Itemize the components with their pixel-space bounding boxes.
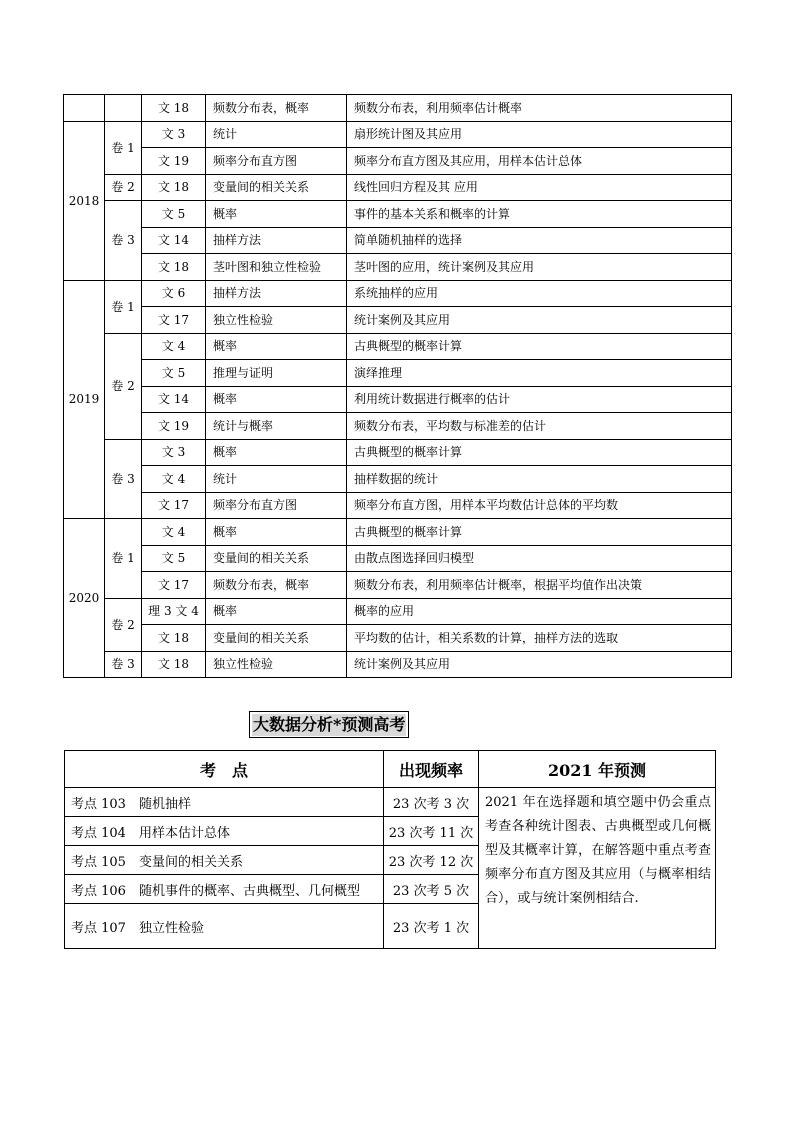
topic-cell: 概率 — [206, 201, 347, 228]
table-row — [64, 174, 732, 201]
question-cell: 文 5 — [142, 201, 206, 228]
table-row — [64, 307, 732, 334]
table-row — [64, 360, 732, 387]
topic-cell: 概率 — [206, 386, 347, 413]
topic-cell: 频率分布直方图 — [206, 492, 347, 519]
question-cell: 文 18 — [142, 254, 206, 281]
content-cell: 简单随机抽样的选择 — [347, 227, 732, 254]
table-row — [64, 413, 732, 440]
content-cell: 频数分布表，利用频率估计概率，根据平均值作出决策 — [347, 572, 732, 599]
table-row — [64, 95, 732, 122]
topic-cell: 统计 — [206, 466, 347, 493]
table-row — [64, 201, 732, 228]
question-cell: 文 18 — [142, 174, 206, 201]
table-row — [64, 254, 732, 281]
question-cell: 文 3 — [142, 439, 206, 466]
topic-cell: 变量间的相关关系 — [206, 625, 347, 652]
volume-cell: 卷 1 — [105, 519, 142, 599]
content-cell: 古典概型的概率计算 — [347, 519, 732, 546]
topic-cell: 概率 — [206, 519, 347, 546]
question-cell: 文 17 — [142, 492, 206, 519]
volume-cell: 卷 2 — [105, 333, 142, 439]
question-cell: 文 17 — [142, 572, 206, 599]
content-cell: 统计案例及其应用 — [347, 651, 732, 678]
point-cell: 考点 107 独立性检验 — [65, 904, 384, 949]
table-row — [64, 386, 732, 413]
table-row — [64, 545, 732, 572]
header-forecast: 2021 年预测 — [479, 751, 716, 788]
topic-cell: 独立性检验 — [206, 651, 347, 678]
content-cell: 统计案例及其应用 — [347, 307, 732, 334]
question-cell: 文 19 — [142, 148, 206, 175]
question-cell: 文 4 — [142, 333, 206, 360]
table-row — [64, 439, 732, 466]
table-row — [64, 625, 732, 652]
content-cell: 系统抽样的应用 — [347, 280, 732, 307]
table-row — [64, 121, 732, 148]
content-cell: 频数分布表，平均数与标准差的估计 — [347, 413, 732, 440]
question-cell: 理 3 文 4 — [142, 598, 206, 625]
content-cell: 频率分布直方图，用样本平均数估计总体的平均数 — [347, 492, 732, 519]
topic-cell: 茎叶图和独立性检验 — [206, 254, 347, 281]
volume-cell: 卷 3 — [105, 201, 142, 281]
question-cell: 文 5 — [142, 360, 206, 387]
topic-cell: 概率 — [206, 598, 347, 625]
frequency-cell: 23 次考 3 次 — [384, 788, 479, 817]
content-cell: 茎叶图的应用，统计案例及其应用 — [347, 254, 732, 281]
prediction-table — [64, 750, 716, 949]
section-banner — [249, 711, 409, 738]
topic-cell: 抽样方法 — [206, 227, 347, 254]
topic-cell: 独立性检验 — [206, 307, 347, 334]
volume-cell: 卷 1 — [105, 121, 142, 174]
content-cell: 抽样数据的统计 — [347, 466, 732, 493]
table-row — [64, 280, 732, 307]
table-row — [64, 598, 732, 625]
question-cell: 文 17 — [142, 307, 206, 334]
table-row — [64, 519, 732, 546]
year-cell: 2019 — [64, 280, 105, 519]
topic-cell: 概率 — [206, 333, 347, 360]
volume-cell: 卷 3 — [105, 439, 142, 519]
question-cell: 文 5 — [142, 545, 206, 572]
content-cell: 古典概型的概率计算 — [347, 439, 732, 466]
frequency-cell: 23 次考 11 次 — [384, 817, 479, 846]
question-cell: 文 19 — [142, 413, 206, 440]
question-cell: 文 14 — [142, 227, 206, 254]
topic-cell: 变量间的相关关系 — [206, 174, 347, 201]
frequency-cell: 23 次考 5 次 — [384, 875, 479, 904]
topic-cell: 频率分布直方图 — [206, 148, 347, 175]
table-row — [64, 466, 732, 493]
table-row — [64, 333, 732, 360]
frequency-cell: 23 次考 1 次 — [384, 904, 479, 949]
content-cell: 由散点图选择回归模型 — [347, 545, 732, 572]
topic-cell: 统计与概率 — [206, 413, 347, 440]
question-cell: 文 4 — [142, 519, 206, 546]
year-cell: 2018 — [64, 121, 105, 280]
question-cell: 文 18 — [142, 625, 206, 652]
table-row — [64, 572, 732, 599]
year-cell — [64, 95, 105, 122]
question-cell: 文 14 — [142, 386, 206, 413]
topic-cell: 概率 — [206, 439, 347, 466]
content-cell: 事件的基本关系和概率的计算 — [347, 201, 732, 228]
table-row — [64, 492, 732, 519]
question-cell: 文 18 — [142, 95, 206, 122]
header-frequency: 出现频率 — [384, 751, 479, 788]
volume-cell: 卷 3 — [105, 651, 142, 678]
content-cell: 概率的应用 — [347, 598, 732, 625]
topic-cell: 频数分布表，概率 — [206, 95, 347, 122]
content-cell: 平均数的估计，相关系数的计算，抽样方法的选取 — [347, 625, 732, 652]
content-cell: 线性回归方程及其 应用 — [347, 174, 732, 201]
topic-cell: 抽样方法 — [206, 280, 347, 307]
content-cell: 演绎推理 — [347, 360, 732, 387]
content-cell: 古典概型的概率计算 — [347, 333, 732, 360]
year-cell: 2020 — [64, 519, 105, 678]
topic-cell: 频数分布表，概率 — [206, 572, 347, 599]
frequency-cell: 23 次考 12 次 — [384, 846, 479, 875]
table-header-row — [65, 751, 716, 788]
forecast-cell: 2021 年在选择题和填空题中仍会重点考查各种统计图表、古典概型或几何概型及其概率计算，在解答题中重点考查频率分布直方图及其应用（与概率相结合），或与统计案例相结合. — [479, 788, 716, 949]
header-point: 考 点 — [65, 751, 384, 788]
volume-cell: 卷 2 — [105, 174, 142, 201]
volume-cell — [105, 95, 142, 122]
point-cell: 考点 106 随机事件的概率、古典概型、几何概型 — [65, 875, 384, 904]
question-cell: 文 18 — [142, 651, 206, 678]
exam-history-table — [63, 94, 732, 678]
topic-cell: 统计 — [206, 121, 347, 148]
topic-cell: 推理与证明 — [206, 360, 347, 387]
volume-cell: 卷 2 — [105, 598, 142, 651]
question-cell: 文 4 — [142, 466, 206, 493]
table-row — [64, 651, 732, 678]
point-cell: 考点 103 随机抽样 — [65, 788, 384, 817]
table-row — [64, 148, 732, 175]
content-cell: 频率分布直方图及其应用，用样本估计总体 — [347, 148, 732, 175]
table-row — [64, 227, 732, 254]
content-cell: 频数分布表，利用频率估计概率 — [347, 95, 732, 122]
content-cell: 利用统计数据进行概率的估计 — [347, 386, 732, 413]
question-cell: 文 3 — [142, 121, 206, 148]
section-title: 大数据分析*预测高考 — [253, 715, 406, 734]
point-cell: 考点 104 用样本估计总体 — [65, 817, 384, 846]
question-cell: 文 6 — [142, 280, 206, 307]
topic-cell: 变量间的相关关系 — [206, 545, 347, 572]
volume-cell: 卷 1 — [105, 280, 142, 333]
point-cell: 考点 105 变量间的相关关系 — [65, 846, 384, 875]
content-cell: 扇形统计图及其应用 — [347, 121, 732, 148]
table-row — [65, 788, 716, 817]
